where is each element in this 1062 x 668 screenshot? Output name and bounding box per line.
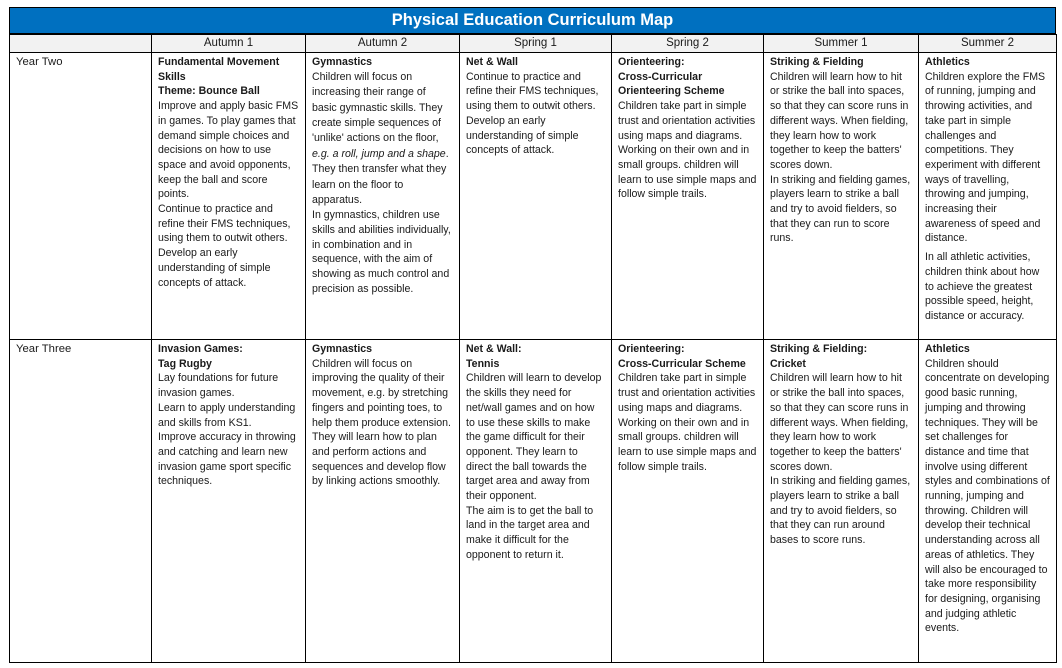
cell-heading: Gymnastics bbox=[312, 56, 373, 68]
cell-subheading: Cross-Curricular Scheme bbox=[618, 357, 746, 370]
header-cell-summer-1: Summer 1 bbox=[764, 35, 919, 53]
cell-spring-1 bbox=[460, 340, 612, 663]
cell-text: In gymnastics, children use skills and abilities individually, in combination and in sequence, with the aim of showing as much control and precision as possible. bbox=[312, 209, 451, 295]
cell-spring-1 bbox=[460, 53, 612, 340]
cell-summer-1 bbox=[764, 53, 919, 340]
cell-text: Children take part in simple trust and orientation activities using maps and diagrams. Working on their own and in small groups. children will learn to use simple maps and follow simple trails. bbox=[618, 100, 757, 201]
cell-autumn-1 bbox=[152, 340, 306, 663]
cell-heading: Invasion Games: bbox=[158, 343, 243, 355]
curriculum-map bbox=[9, 7, 1056, 663]
header-cell-spring-1: Spring 1 bbox=[460, 35, 612, 53]
header-row bbox=[10, 35, 1057, 53]
cell-text-italic: e.g. a roll, jump and a shape bbox=[312, 147, 446, 160]
cell-subheading: Tennis bbox=[466, 357, 500, 370]
cell-subheading: Cricket bbox=[770, 357, 806, 370]
cell-subheading: Tag Rugby bbox=[158, 357, 212, 370]
cell-summer-2 bbox=[919, 340, 1057, 663]
year-label: Year Three bbox=[10, 340, 152, 663]
cell-summer-1 bbox=[764, 340, 919, 663]
cell-summer-2 bbox=[919, 53, 1057, 340]
page-title: Physical Education Curriculum Map bbox=[9, 7, 1056, 34]
curriculum-table bbox=[9, 34, 1057, 663]
year-label: Year Two bbox=[10, 53, 152, 340]
cell-text: Children take part in simple trust and orientation activities using maps and diagrams. Working on their own and in small groups. children will learn to use simple maps and follow simple trails. bbox=[618, 372, 757, 473]
cell-text: Children will focus on improving the quality of their movement, e.g. by stretching fingers and pointing toes, to help them produce extension. They will learn how to plan and perform actions and sequences and develop flow by linking actions smoothly. bbox=[312, 357, 451, 488]
cell-spring-2 bbox=[612, 340, 764, 663]
header-cell-year bbox=[10, 35, 152, 53]
cell-text bbox=[312, 70, 453, 209]
cell-text: Children should concentrate on developing good basic running, jumping and throwing techniques. They will be set challenges for distance and time that involve using different styles and combinations of running, jumping and throwing. Children will develop their technical understanding across all areas of athletics. They will also be encouraged to take more responsibility for designing, organising and judging athletic events. bbox=[925, 357, 1050, 635]
cell-text: In striking and fielding games, players learn to strike a ball and try to avoid fielders, so that they can run to score runs. bbox=[770, 173, 911, 245]
cell-text: Improve accuracy in throwing and catching and learn new invasion game sport specific techniques. bbox=[158, 431, 296, 488]
cell-text: Children will learn to develop the skills they need for net/wall games and on how to use these skills to make the game difficult for their opponent. They learn to direct the ball towards the target area and away from their opponent. bbox=[466, 372, 602, 503]
header-cell-spring-2: Spring 2 bbox=[612, 35, 764, 53]
cell-text: Continue to practice and refine their FMS techniques, using them to outwit others. Develop an early understanding of simple concepts of attack. bbox=[466, 70, 599, 157]
header-cell-autumn-2: Autumn 2 bbox=[306, 35, 460, 53]
header-cell-autumn-1: Autumn 1 bbox=[152, 35, 306, 53]
cell-spring-2 bbox=[612, 53, 764, 340]
table-row-year-two bbox=[10, 53, 1057, 340]
cell-text: Children will learn how to hit or strike the ball into spaces, so that they can score runs in different ways. When fielding, they learn how to work together to keep the batters' scores down. bbox=[770, 372, 909, 473]
cell-autumn-2 bbox=[306, 53, 460, 340]
cell-text-part: Children will focus on increasing their range of basic gymnastic skills. They create simple sequences of 'unlike' actions on the floor, bbox=[312, 70, 443, 145]
cell-heading: Athletics bbox=[925, 343, 970, 355]
cell-autumn-1 bbox=[152, 53, 306, 340]
cell-heading: Net & Wall bbox=[466, 56, 518, 68]
cell-heading: Gymnastics bbox=[312, 343, 373, 355]
cell-heading: Striking & Fielding bbox=[770, 56, 864, 68]
cell-text: Children will learn how to hit or strike the ball into spaces, so that they can score runs in different ways. When fielding, they learn how to work together to keep the batters' scores down. bbox=[770, 70, 909, 171]
cell-heading: Orienteering: bbox=[618, 56, 685, 68]
cell-text: Children explore the FMS of running, jumping and throwing activities, and take part in simple challenges and competitions. They experiment with different ways of travelling, throwing and jumping, increasing their awareness of speed and distance. bbox=[925, 70, 1046, 245]
cell-text: The aim is to get the ball to land in the target area and make it difficult for the opponent to return it. bbox=[466, 504, 594, 561]
cell-text: In striking and fielding games, players learn to strike a ball and try to avoid fielders, so that they can run around bases to score runs. bbox=[770, 475, 911, 547]
cell-subheading: Theme: Bounce Ball bbox=[158, 85, 260, 98]
cell-autumn-2 bbox=[306, 340, 460, 663]
table-row-year-three bbox=[10, 340, 1057, 663]
cell-text: Lay foundations for future invasion games. bbox=[158, 372, 279, 400]
cell-heading: Orienteering: bbox=[618, 343, 685, 355]
cell-heading: Net & Wall: bbox=[466, 343, 522, 355]
cell-text: In all athletic activities, children think about how to achieve the greatest possible speed, height, distance or accuracy. bbox=[925, 251, 1040, 322]
cell-text: Continue to practice and refine their FMS techniques, using them to outwit others. Develop an early understanding of simple concepts of attack. bbox=[158, 203, 291, 289]
cell-subheading: Cross-Curricular Orienteering Scheme bbox=[618, 70, 725, 98]
cell-heading: Fundamental Movement Skills bbox=[158, 56, 280, 83]
header-cell-summer-2: Summer 2 bbox=[919, 35, 1057, 53]
cell-text: Learn to apply understanding and skills from KS1. bbox=[158, 401, 296, 429]
cell-text-part: . They then transfer what they learn on the floor to apparatus. bbox=[312, 147, 449, 206]
cell-heading: Striking & Fielding: bbox=[770, 343, 868, 355]
cell-text: Improve and apply basic FMS in games. To play games that demand simple choices and decisions on how to use space and avoid opponents, keep the ball and score points. bbox=[158, 100, 299, 201]
cell-heading: Athletics bbox=[925, 56, 970, 68]
